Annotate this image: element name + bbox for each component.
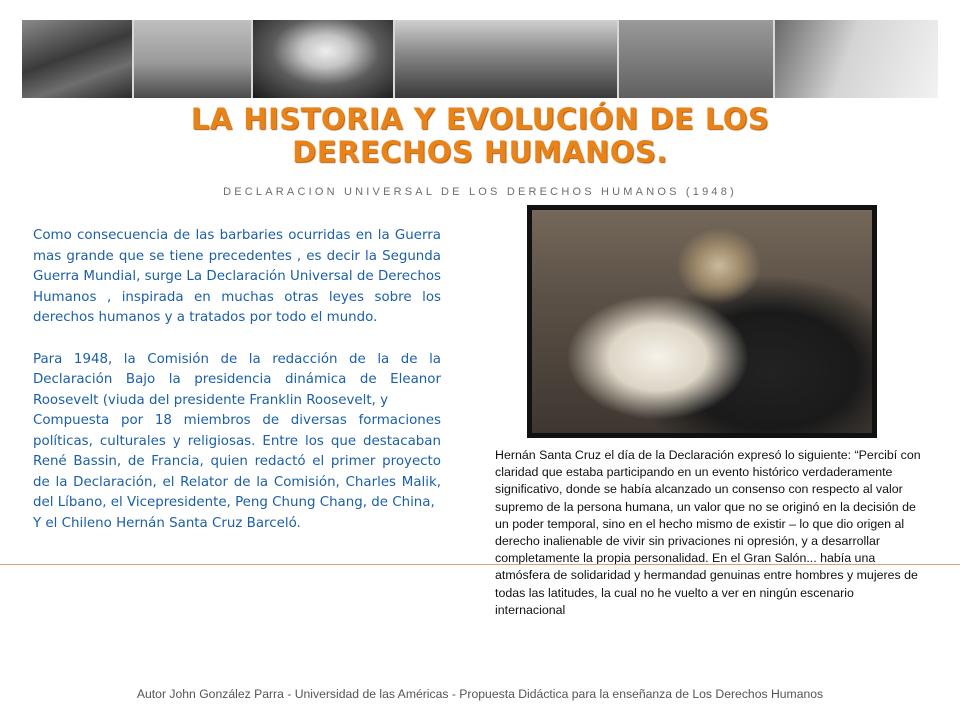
banner-photo-delegates	[619, 20, 774, 98]
banner-photo-warplanes	[134, 20, 252, 98]
paragraph-chilean: Y el Chileno Hernán Santa Cruz Barceló.	[33, 515, 301, 531]
paragraph-commission: Para 1948, la Comisión de la redacción de la de la Declaración Bajo la presidencia dinámica de Eleanor Roosevelt (viuda del presidente Franklin Roosevelt, y	[33, 351, 441, 408]
paragraph-consequence: Como consecuencia de las barbaries ocurridas en la Guerra mas grande que se tiene precedentes , es decir la Segunda Guerra Mundial, surge La Declaración Universal de Derechos Humanos , inspirada en muchas otras leyes sobre los derechos humanos y a tratados por todo el mundo.	[33, 228, 441, 325]
slide-subtitle: DECLARACION UNIVERSAL DE LOS DERECHOS HUMANOS (1948)	[223, 186, 737, 198]
banner-photo-mushroom-cloud	[253, 20, 393, 98]
header-photo-banner	[22, 20, 938, 98]
photo-hernan-santa-cruz	[527, 205, 877, 438]
banner-photo-eleanor-roosevelt-declaration	[775, 20, 938, 98]
divider-line	[0, 564, 960, 565]
body-text	[33, 226, 441, 534]
banner-photo-soldiers	[22, 20, 132, 98]
banner-photo-un-assembly	[395, 20, 617, 98]
footer-credit: Autor John González Parra - Universidad de las Américas - Propuesta Didáctica para la enseñanza de Los Derechos Humanos	[136, 687, 824, 701]
photo-caption: Hernán Santa Cruz el día de la Declaración expresó lo siguiente: “Percibí con claridad que estaba participando en un evento histórico verdaderamente significativo, donde se había alcanzado un consenso con respecto al valor supremo de la persona humana, un valor que no se originó en la decisión de un poder temporal, sino en el hecho mismo de existir – lo que dio origen al derecho inalienable de vivir sin privaciones ni opresión, y a desarrollar completamente la propia personalidad. En el Gran Salón... había una atmósfera de solidaridad y hermandad genuinas entre hombres y mujeres de todas las latitudes, la cual no he vuelto a ver en ningún escenario internacional	[495, 448, 921, 617]
slide-title: LA HISTORIA Y EVOLUCIÓN DE LOS DERECHOS HUMANOS.	[190, 102, 770, 169]
paragraph-members: Compuesta por 18 miembros de diversas formaciones políticas, culturales y religiosas. Entre los que destacaban René Bassin, de Francia, quien redactó el primer proyecto de la Declaración, el Relator de la Comisión, Charles Malik, del Líbano, el Vicepresidente, Peng Chung Chang, de China,	[33, 413, 441, 510]
